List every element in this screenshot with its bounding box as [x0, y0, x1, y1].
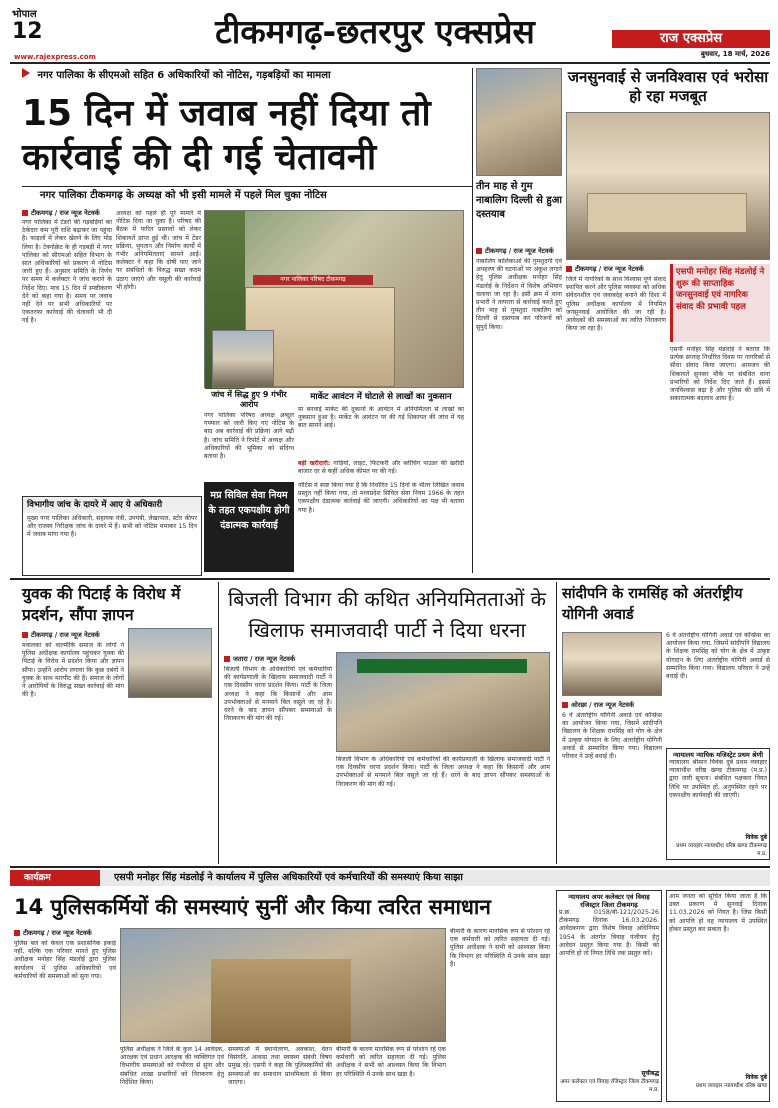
- byline-dot-icon: [566, 266, 572, 272]
- dharna-photo: [336, 652, 550, 752]
- police-column-5: बीमारी के कारण मानसिक रूप से परेशान रहे एक कर्मचारी को त्वरित सहायता दी गई। पुलिस अधीक्षक ने सभी को आश्वस्त किया कि विभाग हर परिस्थिति में उनके साथ खड़ा है।: [450, 928, 550, 968]
- lead-mid-right: मा बनवाई मार्केट की दुकानों के आवंटन में अनियमितता से लाखों का नुकसान हुआ है। मार्केट के आवंटन पर की गई शिकायत की जांच में यह बात सामने आई।: [298, 406, 464, 430]
- brand-logo: राज एक्सप्रेस: [612, 30, 770, 48]
- police-byline: [14, 928, 118, 937]
- kicker-arrow-icon: [22, 68, 30, 78]
- masthead-divider: [10, 62, 770, 64]
- marriage-notice-sign: सूचीबद्ध: [641, 1070, 659, 1077]
- police-column-2: पुलिस अधीक्षक ने जिले के कुल 14 आवेदक, आरक्षक एवं प्रधान आरक्षक की व्यक्तिगत एवं विभागीय समस्याओं को गंभीरता से सुना और संबंधित शाखा प्रभारियों को निराकरण हेतु निर्देशित किया।: [120, 1046, 224, 1086]
- police-byline-text: टीकमगढ़ / राज न्यूज नेटवर्क: [23, 929, 92, 937]
- right-headline: जनसुनवाई से जनविश्वास एवं भरोसा हो रहा मजबूत: [567, 68, 769, 105]
- inset-photo-portrait: [212, 330, 274, 388]
- municipal-sign: नगर पालिका परिषद टीकमगढ़: [253, 275, 373, 285]
- public-notice-sign: विवेक दुबे: [745, 1074, 767, 1081]
- award-text-2: 6 वें अंतर्राष्ट्रीय योगिनी अवार्ड एवं कॉन्फ्रेंस का आयोजन किया गया, जिसमें सांदीपनि विद्यालय के शिक्षक रामसिंह को योग के क्षेत्र में उत्कृष्ट योगदान के लिए अंतर्राष्ट्रीय योगिनी अवार्ड से सम्मानित किया गया। विद्यालय परिवार ने उन्हें बधाई दी।: [666, 632, 770, 681]
- photo-caption-left: जांच में सिद्ध हुए 9 गंभीर आरोप: [204, 390, 294, 410]
- page-corner: [12, 6, 72, 50]
- col-divider-2: [218, 582, 219, 864]
- award-headline: सांदीपनि के रामसिंह को अंतर्राष्ट्रीय योगिनी अवार्ड: [562, 586, 743, 623]
- missing-girl-photo: [476, 68, 562, 176]
- sp-headline: एसपी मनोहर सिंह मंडलोई ने शुरू की साप्ताहिक जनसुनवाई एवं नागरिक संवाद की प्रभावी पहल: [676, 267, 765, 312]
- police-column-1: पुलिस बल को केवल एक प्रशासनिक इकाई नहीं, बल्कि एक परिवार मानते हुए पुलिस अधीक्षक मनोहर सिंह मंडलोई द्वारा पुलिस कार्यालय में पुलिस अधिकारियों एवं कर्मचारियों की समस्याओं को सुना गया।: [14, 940, 116, 980]
- byline-dot-icon: [476, 248, 482, 254]
- purchase-notice: [298, 460, 464, 478]
- party-banner: [357, 659, 527, 673]
- lead-column-1: नगर पालिका में टेंडरों की गड़बड़ियों का ठेकेदार कम पूरी राशि बढ़ाकर जा पहुंचा है। फाइलों में लेकर खेलने के लिए मोड़ लिया है। टेक्नोक्रेट के ही गड़बड़ी में नगर पालिका को सीएमओ सहित विभाग के सात अधिकारियों को प्रकरण में नोटिस जारी हुए हैं। अनुसार समिति के निर्णय पर समय में कलेक्टर ने जांच कराने के निर्देश दिए। मात्र 15 दिन में स्पष्टीकरण देने को कहा गया है। समय पर जवाब नहीं देने पर सभी अधिकारियों पर एकतरफा कार्रवाई की चेतावनी भी दी गई है।: [22, 219, 112, 325]
- col-divider-3: [556, 582, 557, 864]
- event-tag: कार्यक्रम: [10, 870, 100, 886]
- marriage-notice-role: अपर कलेक्टर एवं विवाह रजिस्ट्रार जिला टीकमगढ़ म.प्र.: [560, 1079, 659, 1093]
- officers-box-text: मुख्य नगर पालिका अधिकारी, सहायक यंत्री, उपयंत्री, लेखापाल, स्टोर कीपर और राजस्व निरीक्षक जांच के दायरे में हैं। सभी को नोटिस थमाकर 15 दिन में जवाब मांगा गया है।: [27, 515, 197, 539]
- police-column-4: बीमारी के कारण मानसिक रूप से परेशान रहे एक कर्मचारी को त्वरित सहायता दी गई। पुलिस अधीक्षक ने सभी को आश्वस्त किया कि विभाग हर परिस्थिति में उनके साथ खड़ा है।: [336, 1046, 446, 1078]
- right-byline-1: [476, 246, 562, 255]
- website-link[interactable]: www.rajexpress.com: [14, 53, 96, 61]
- court-notice-text: न्यायालय श्रीमान विवेक दुबे प्रथम व्यवहार न्यायाधीश वरिष्ठ खण्ड टीकमगढ़ (म.प्र.) द्वारा जारी सूचना। संबंधित पक्षकार नियत तिथि पर उपस्थित हों, अनुपस्थित रहने पर एकपक्षीय कार्यवाही की जाएगी।: [669, 759, 767, 799]
- lead-byline: [22, 208, 122, 217]
- public-notice-role: प्रथम व्यवहार न्यायाधीश वरिष्ठ खण्ड: [695, 1083, 767, 1089]
- hearing-table: [587, 193, 747, 233]
- byline-dot-icon: [22, 210, 28, 216]
- purchase-notice-label: बड़ी खरीदारी:: [298, 460, 331, 467]
- right-byline-2-text: टीकमगढ़ / राज न्यूज नेटवर्क: [575, 265, 644, 273]
- award-byline-text: ओरछा / राज न्यूज नेटवर्क: [571, 701, 635, 709]
- protest-headline: युवक की पिटाई के विरोध में प्रदर्शन, सौंपा ज्ञापन: [22, 585, 181, 624]
- lead-kicker: [22, 68, 462, 84]
- officers-box-title: विभागीय जांच के दायरे में आए ये अधिकारी: [23, 497, 201, 513]
- lead-headline: 15 दिन में जवाब नहीं दिया तो कार्रवाई की दी गई चेतावनी: [22, 93, 431, 178]
- purchase-notice-text: गाड़ियों, लाइट, फिटकरी और ब्लीचिंग पाउडर की खरीदी बाजार दर से कहीं अधिक कीमत पर की गई।: [298, 460, 464, 476]
- lead-mid-left: नगर पालिका परिषद अध्यक्ष अब्दुल गफ्फार को जारी किए गए नोटिस के बाद अब कार्रवाई की प्रक्रिया आगे बढ़ी है। जांच समिति ने रिपोर्ट में अध्यक्ष और अधिकारियों की भूमिका को संदिग्ध बताया है।: [204, 412, 294, 461]
- sp-protest-headline: बिजली विभाग की कथित अनियमितताओं के खिलाफ समाजवादी पार्टी ने दिया धरना: [227, 587, 547, 642]
- page-number: 12: [12, 19, 43, 44]
- sp-text: एसपी मनोहर सिंह मंडलोई ने बताया कि प्रत्येक सप्ताह निर्धारित दिवस पर नागरिकों से सीधा संवाद किया जाएगा। आमजन की शिकायतें सुनकर मौके पर संबंधित थाना प्रभारियों को निर्देश दिए जाते हैं। इससे जनविश्वास बढ़ा है और पुलिस की छवि में सकारात्मक बदलाव आया है।: [670, 346, 770, 403]
- police-meeting-photo: [120, 928, 446, 1042]
- issue-date: बुधवार, 18 मार्च, 2026: [700, 50, 770, 58]
- lead-divider: [22, 186, 472, 187]
- court-notice-title: न्यायालय न्यायिक मजिस्ट्रेट प्रथम श्रेणी: [672, 751, 764, 759]
- protest-photo: [128, 628, 212, 698]
- right-column-1: नाबालिग बालिकाओं की गुमशुदगी एवं अपहरण की घटनाओं पर अंकुश लगाने हेतु पुलिस अधीक्षक मनोहर सिंह मंडलोई के निर्देशन में विशेष अभियान चलाया जा रहा है। इसी क्रम में थाना प्रभारी ने तत्परता से कार्रवाई करते हुए तीन माह से गुमशुदा नाबालिग को दिल्ली से दस्तयाब कर परिजनों को सुपुर्द किया।: [476, 258, 562, 331]
- public-notice-box: [666, 890, 770, 1102]
- quote-box: मप्र सिविल सेवा नियम के तहत एकपक्षीय होगी दंडात्मक कार्रवाई: [204, 482, 294, 572]
- hearing-photo: [566, 112, 770, 260]
- court-notice-sign: विवेक दुबे: [745, 834, 767, 841]
- photo-caption-right: मार्केट आवंटन में घोटाले से लाखों का नुकसान: [298, 390, 464, 404]
- marriage-notice-title: न्यायालय अपर कलेक्टर एवं विवाह रजिस्ट्रार जिला टीकमगढ़: [568, 893, 650, 909]
- lead-column-2: अध्यक्ष को पहले ही पूरे मामले में नोटिस दिया जा चुका है। परिषद की बैठक में पारित प्रस्तावों को लेकर शिकायतें प्राप्त हुई थीं। जांच में टेंडर प्रक्रिया, भुगतान और निर्माण कार्यों में गंभीर अनियमितताएं सामने आईं। कलेक्टर ने कहा कि दोषी पाए जाने पर संबंधितों के विरुद्ध सख्त कदम उठाए जाएंगे और वसूली की कार्रवाई भी होगी।: [116, 210, 201, 291]
- right-column-2: जिले में नागरिकों के साथ विश्वास पूर्ण संवाद स्थापित करने और पुलिस व्यवस्था को अधिक संवेदनशील एवं जवाबदेह बनाने की दिशा में पुलिस अधीक्षक कार्यालय में नियमित जनसुनवाई आयोजित की जा रही है। आवेदकों की समस्याओं का त्वरित निराकरण किया जा रहा है।: [566, 276, 666, 333]
- sp-initiative-box: [670, 264, 770, 342]
- public-notice-text: आम जनता को सूचित किया जाता है कि उक्त प्रकरण में सुनवाई दिनांक 11.03.2026 को नियत है। जिस किसी को आपत्ति हो वह न्यायालय में उपस्थित होकर प्रस्तुत कर सकता है।: [669, 893, 767, 933]
- sp-protest-text-2: बिजली विभाग के अधिकारियों एवं कर्मचारियों की कार्यप्रणाली के खिलाफ समाजवादी पार्टी ने एक दिवसीय धरना प्रदर्शन किया। पार्टी के जिला अध्यक्ष ने कहा कि किसानों और आम उपभोक्ताओं से मनमाने बिल वसूले जा रहे हैं। धरने के बाद ज्ञापन सौंपकर समस्याओं के निराकरण की मांग की गई।: [336, 756, 550, 788]
- marriage-notice-box: [556, 890, 662, 1102]
- byline-dot-icon: [14, 930, 20, 936]
- section-divider-2: [10, 866, 770, 868]
- sp-protest-byline-text: जतारा / राज न्यूज नेटवर्क: [233, 655, 296, 663]
- police-column-3: समस्याओं में स्थानांतरण, अवकाश, वेतन विसंगति, आवास तथा स्वास्थ्य संबंधी विषय प्रमुख रहे। एसपी ने कहा कि पुलिसकर्मियों की समस्याओं का समाधान प्राथमिकता से किया जाएगा।: [228, 1046, 332, 1086]
- sp-protest-text-1: बिजली विभाग के अधिकारियों एवं कर्मचारियों की कार्यप्रणाली के खिलाफ समाजवादी पार्टी ने एक दिवसीय धरना प्रदर्शन किया। पार्टी के जिला अध्यक्ष ने कहा कि किसानों और आम उपभोक्ताओं से मनमाने बिल वसूले जा रहे हैं। धरने के बाद ज्ञापन सौंपकर समस्याओं के निराकरण की मांग की गई।: [224, 666, 332, 723]
- column-divider: [472, 68, 473, 573]
- lead-byline-text: टीकमगढ़ / राज न्यूज नेटवर्क: [31, 209, 100, 217]
- protest-byline: [22, 630, 122, 639]
- event-strip: [10, 870, 770, 886]
- edition-city: भोपाल: [12, 9, 37, 20]
- section-divider-1: [10, 578, 770, 580]
- protest-byline-text: टीकमगढ़ / राज न्यूज नेटवर्क: [31, 631, 100, 639]
- right-byline-2: [566, 264, 668, 273]
- court-notice-box: [666, 748, 770, 860]
- newspaper-title: टीकमगढ़-छतरपुर एक्सप्रेस: [215, 12, 535, 51]
- lead-subhead: नगर पालिका टीकमगढ़ के अध्यक्ष को भी इसी मामले में पहले मिल चुका नोटिस: [40, 190, 327, 201]
- byline-dot-icon: [22, 632, 28, 638]
- award-text: 6 वें अंतर्राष्ट्रीय योगिनी अवार्ड एवं कॉन्फ्रेंस का आयोजन किया गया, जिसमें सांदीपनि विद्यालय के शिक्षक रामसिंह को योग के क्षेत्र में उत्कृष्ट योगदान के लिए अंतर्राष्ट्रीय योगिनी अवार्ड से सम्मानित किया गया। विद्यालय परिवार ने उन्हें बधाई दी।: [562, 712, 662, 761]
- sp-protest-byline: [224, 654, 324, 663]
- police-officers: [211, 959, 351, 1043]
- right-byline-1-text: टीकमगढ़ / राज न्यूज नेटवर्क: [485, 247, 554, 255]
- protest-text: मवालका को वाल्मीकि समाज के लोगों ने पुलिस अधीक्षक कार्यालय पहुंचकर युवक की पिटाई के विरोध में प्रदर्शन किया और ज्ञापन सौंपा। उन्होंने आरोप लगाया कि कुछ दबंगों ने युवक के साथ मारपीट की है। समाज के लोगों ने आरोपियों के विरुद्ध सख्त कार्रवाई की मांग की है।: [22, 642, 124, 699]
- officers-box: [22, 496, 202, 576]
- police-headline: 14 पुलिसकर्मियों की समस्याएं सुनीं और किया त्वरित समाधान: [14, 895, 491, 919]
- marriage-notice-text: प्र.क्र. 0158/बी-121/2025-26 टीकमगढ़ दिनांक 16.03.2026. आवेदकगण द्वारा विशेष विवाह अधिनियम 1954 के अंतर्गत विवाह पंजीयन हेतु आवेदन प्रस्तुत किया गया है। किसी को आपत्ति हो तो नियत तिथि तक प्रस्तुत करें।: [559, 909, 659, 958]
- event-kicker: एसपी मनोहर सिंह मंडलोई ने कार्यालय में पुलिस अधिकारियों एवं कर्मचारियों की समस्याएं किया साझा: [114, 872, 463, 883]
- court-notice-role: प्रथम व्यवहार न्यायाधीश वरिष्ठ खण्ड टीकमगढ़ म.प्र.: [676, 843, 767, 857]
- lead-bottom-text: नोटिस में स्पष्ट किया गया है कि निर्धारित 15 दिनों के भीतर लिखित जवाब प्रस्तुत नहीं किया गया, तो मध्यप्रदेश सिविल सेवा नियम 1966 के तहत एकपक्षीय दंडात्मक कार्रवाई की जाएगी। अधिकारियों का पक्ष भी बताया गया है।: [298, 482, 464, 514]
- award-byline: [562, 700, 662, 709]
- lead-kicker-text: नगर पालिका के सीएमओ सहित 6 अधिकारियों को नोटिस, गड़बड़ियों का मामला: [37, 70, 331, 81]
- award-photo: [562, 632, 662, 696]
- byline-dot-icon: [562, 702, 568, 708]
- missing-girl-caption: तीन माह से गुम नाबालिग दिल्ली से हुआ दस्तयाब: [476, 181, 562, 220]
- byline-dot-icon: [224, 656, 230, 662]
